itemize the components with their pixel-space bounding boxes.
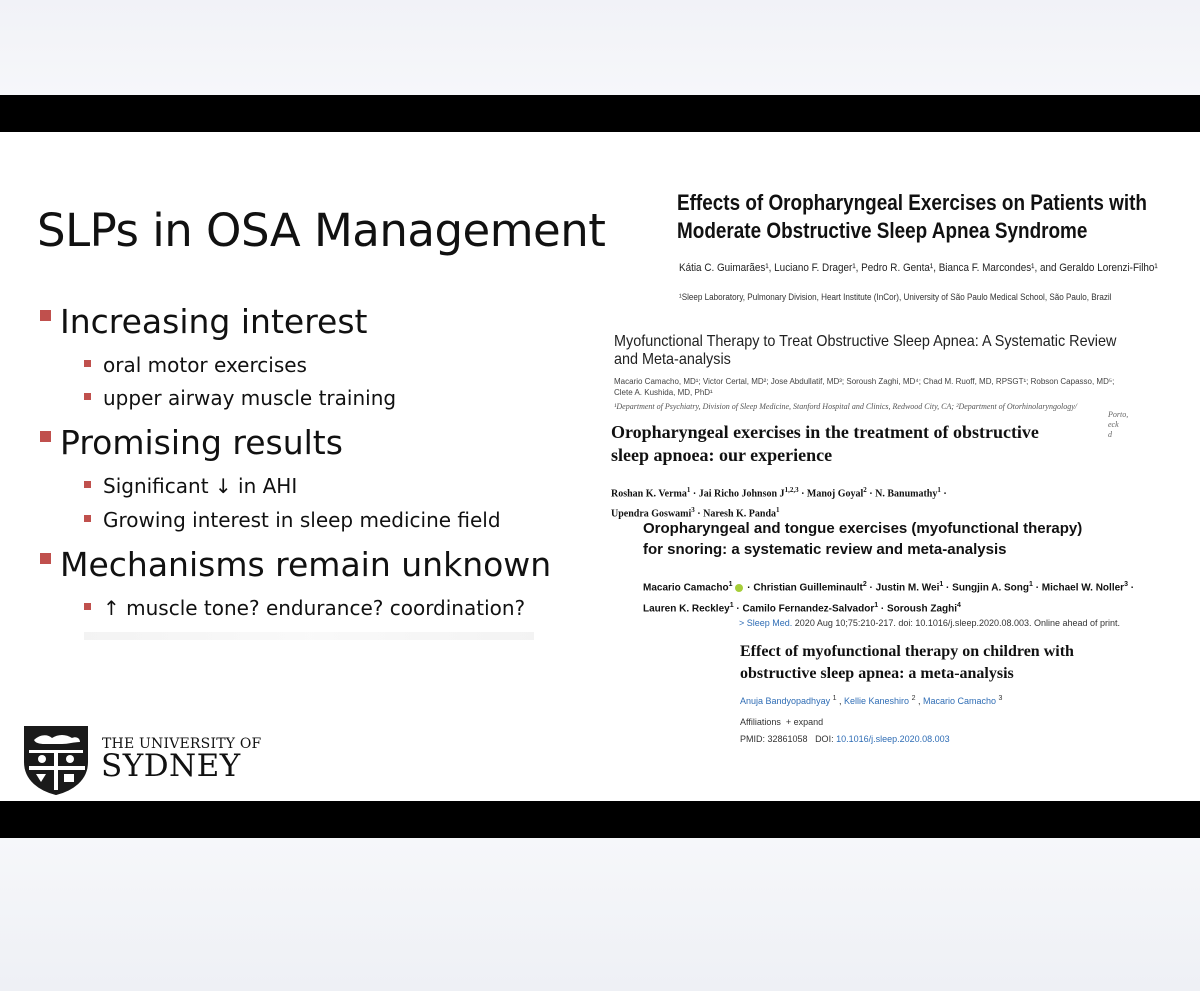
university-name-line2: SYDNEY <box>101 748 241 784</box>
author-sup: 3 <box>998 695 1003 702</box>
paper3-authors <box>611 482 947 523</box>
slide-title: SLPs in OSA Management <box>37 204 606 257</box>
author-sup: 4 <box>957 602 961 610</box>
paper3-authors-line1 <box>611 482 947 502</box>
doi-link[interactable]: 10.1016/j.sleep.2020.08.003 <box>836 734 950 744</box>
paper3-title-line2: sleep apnoea: our experience <box>611 445 833 465</box>
author-link[interactable]: Anuja Bandyopadhyay <box>740 696 831 706</box>
university-name-line1: THE UNIVERSITY OF <box>102 736 262 752</box>
affiliations-row <box>740 717 823 727</box>
sub-bullet-marker <box>84 393 91 400</box>
sub-bullet-text: oral motor exercises <box>103 353 307 377</box>
bullet-marker <box>40 431 51 442</box>
paper2-text-fragment: Porto, eck d <box>1108 410 1129 439</box>
author-sup: 3 <box>1124 581 1128 588</box>
author-name: · Naresh K. Panda <box>694 508 777 520</box>
author-name: · Michael W. Noller <box>1032 582 1125 594</box>
bullet-text: Promising results <box>60 423 343 462</box>
sub-bullet-text: Significant ↓ in AHI <box>103 474 298 498</box>
orcid-icon[interactable] <box>735 584 743 592</box>
bullet-promising-results <box>40 423 343 462</box>
paper1-title <box>677 189 1147 245</box>
paper5-title-line2: obstructive sleep apnea: a meta-analysis <box>740 665 1014 682</box>
author-name: · Soroush Zaghi <box>878 603 958 615</box>
sub-bullet <box>84 474 297 498</box>
author-sup: 1 <box>937 486 941 494</box>
letterbox-top <box>0 95 1200 132</box>
journal-link[interactable]: > Sleep Med. <box>739 618 793 628</box>
author-sup: 1 <box>1029 581 1033 588</box>
author-name: · Justin M. Wei <box>866 582 940 594</box>
paper5-title-line1: Effect of myofunctional therapy on children with <box>740 643 1074 660</box>
author-name: · Jai Richo Johnson J <box>690 488 785 500</box>
author-sup: 2 <box>862 581 867 588</box>
author-name: Upendra Goswami <box>611 508 692 520</box>
citation-text: 2020 Aug 10;75:210-217. doi: 10.1016/j.sleep.2020.08.003. Online ahead of print. <box>792 618 1121 628</box>
sub-bullet <box>84 596 525 620</box>
author-name: · Sungjin A. Song <box>943 582 1030 594</box>
paper4-title-line2: for snoring: a systematic review and meta-analysis <box>643 541 1007 558</box>
affiliations-label: Affiliations <box>740 717 781 727</box>
author-sup: 2 <box>863 486 867 494</box>
author-sup: 1 <box>686 486 691 494</box>
sub-bullet-text: ↑ muscle tone? endurance? coordination? <box>103 596 526 620</box>
paper1-affiliation: ¹Sleep Laboratory, Pulmonary Division, Heart Institute (InCor), University of São Paulo Medical School, São Paulo, Brazil <box>679 292 1112 302</box>
paper4-title-line1: Oropharyngeal and tongue exercises (myofunctional therapy) <box>643 520 1083 537</box>
author-sup: 3 <box>691 506 695 515</box>
bullet-text: Mechanisms remain unknown <box>60 545 552 584</box>
paper2-title <box>614 333 1116 369</box>
sub-bullet-marker <box>84 603 91 610</box>
doi-label: DOI: <box>815 734 834 744</box>
paper5-title <box>740 641 1074 685</box>
bottom-background <box>0 838 1200 991</box>
slide <box>0 132 1200 801</box>
university-crest-icon <box>22 724 90 796</box>
expand-button[interactable]: + expand <box>785 717 824 727</box>
paper1-authors: Kátia C. Guimarães¹, Luciano F. Drager¹, Pedro R. Genta¹, Bianca F. Marcondes¹, and Geraldo Lorenzi-Filho¹ <box>679 262 1158 274</box>
author-sup: 2 <box>911 695 916 702</box>
pmid-text: PMID: 32861058 <box>740 734 808 744</box>
author-sup: 1 <box>729 602 734 610</box>
author-sup: 1 <box>874 602 879 610</box>
author-name: Macario Camacho <box>643 582 729 594</box>
bullet-mechanisms <box>40 545 551 584</box>
author-name: Lauren K. Reckley <box>643 603 730 615</box>
author-name: · Camilo Fernandez-Salvador <box>733 603 875 615</box>
author-name: · Christian Guilleminault <box>744 582 863 594</box>
paper4-title <box>643 518 1082 560</box>
paper2-title-line1: Myofunctional Therapy to Treat Obstructive Sleep Apnea: A Systematic Review <box>614 333 1117 350</box>
author-sup: 1 <box>728 581 733 588</box>
bullet-text: Increasing interest <box>60 302 368 341</box>
paper5-authors: Anuja Bandyopadhyay $^1$ , Kellie Kaneshiro $^2$ , Macario Camacho $^3$ <box>740 695 1003 706</box>
paper2-authors-line1: Macario Camacho, MD¹; Victor Certal, MD²; Jose Abdullatif, MD³; Soroush Zaghi, MD⁴; Chad M. Ruoff, MD, RPSGT¹; Robson Capasso, MD⁵; <box>614 377 1115 386</box>
author-sep: · <box>1127 582 1135 594</box>
author-sup: 1 <box>776 506 780 515</box>
sub-bullet <box>84 353 307 377</box>
sub-bullet <box>84 386 396 410</box>
paper5-citation <box>739 618 1120 628</box>
sub-bullet <box>84 508 501 532</box>
paper2-title-line2: and Meta-analysis <box>614 351 731 368</box>
pmid-row <box>740 734 950 744</box>
faded-text-line <box>84 632 534 640</box>
sub-bullet-marker <box>84 515 91 522</box>
paper2-department: ¹Department of Psychiatry, Division of Sleep Medicine, Stanford Hospital and Clinics, Redwood City, CA; ²Department of Otorhinolaryngology/ <box>614 402 1077 411</box>
paper2-authors <box>614 376 1114 398</box>
bullet-increasing-interest <box>40 302 367 341</box>
author-sup: 1,2,3 <box>784 486 799 494</box>
author-name: · Manoj Goyal <box>798 488 864 500</box>
paper4-authors <box>643 576 1134 619</box>
bullet-marker <box>40 310 51 321</box>
letterbox-bottom <box>0 801 1200 838</box>
author-name: · N. Banumathy <box>866 488 938 500</box>
author-name: Roshan K. Verma <box>611 488 687 500</box>
sub-bullet-marker <box>84 360 91 367</box>
paper1-title-line1: Effects of Oropharyngeal Exercises on Patients with <box>677 190 1147 215</box>
sub-bullet-text: Growing interest in sleep medicine field <box>103 508 501 532</box>
author-sep: · <box>940 488 947 500</box>
paper4-authors-line1 <box>643 576 1134 597</box>
paper3-title-line1: Oropharyngeal exercises in the treatment of obstructive <box>611 422 1039 442</box>
paper1-title-line2: Moderate Obstructive Sleep Apnea Syndrome <box>677 218 1088 243</box>
sub-bullet-marker <box>84 481 91 488</box>
sub-bullet-text: upper airway muscle training <box>103 386 397 410</box>
paper2-authors-line2: Clete A. Kushida, MD, PhD¹ <box>614 388 713 397</box>
author-link[interactable]: Macario Camacho <box>923 696 997 706</box>
bullet-marker <box>40 553 51 564</box>
author-link[interactable]: Kellie Kaneshiro <box>844 696 910 706</box>
paper4-authors-line2 <box>643 597 1134 618</box>
paper3-title <box>611 421 1039 467</box>
author-sup: 1 <box>939 581 944 588</box>
author-sup: 1 <box>832 695 837 702</box>
top-background <box>0 0 1200 95</box>
